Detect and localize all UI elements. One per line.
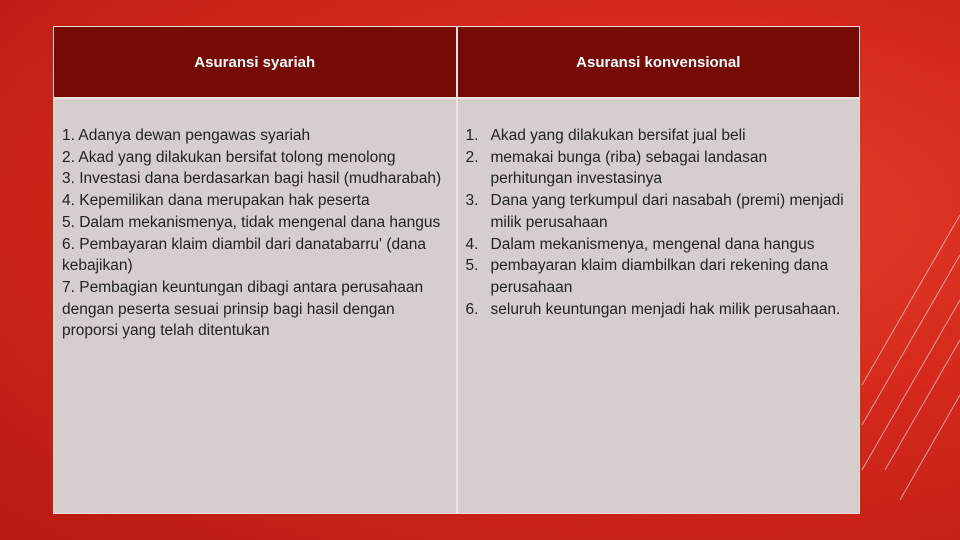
konvensional-item-text: pembayaran klaim diambilkan dari rekening dana perusahaan bbox=[490, 257, 829, 296]
konvensional-cell bbox=[458, 99, 860, 513]
syariah-item: 2. Akad yang dilakukan bersifat tolong menolong bbox=[62, 148, 396, 166]
konvensional-item bbox=[466, 234, 852, 256]
table-body-row bbox=[54, 99, 859, 513]
syariah-item: 4. Kepemilikan dana merupakan hak peserta bbox=[62, 192, 370, 210]
konvensional-item-text: Akad yang dilakukan bersifat jual beli bbox=[490, 127, 746, 144]
comparison-table bbox=[53, 26, 860, 514]
syariah-cell bbox=[54, 99, 458, 513]
header-syariah: Asuransi syariah bbox=[54, 27, 458, 97]
konvensional-item bbox=[466, 299, 852, 321]
syariah-item: 5. Dalam mekanismenya, tidak mengenal dana hangus bbox=[62, 213, 441, 231]
konvensional-item-text: memakai bunga (riba) sebagai landasan perhitungan investasinya bbox=[490, 148, 768, 188]
syariah-item: 3. Investasi dana berdasarkan bagi hasil (mudharabah) bbox=[62, 170, 442, 188]
konvensional-item-number: 2. bbox=[465, 148, 479, 166]
header-konvensional: Asuransi konvensional bbox=[576, 53, 741, 71]
konvensional-item-text: Dalam mekanismenya, mengenal dana hangus bbox=[490, 235, 815, 253]
konvensional-item bbox=[466, 190, 852, 233]
konvensional-item-number: 5. bbox=[465, 257, 479, 275]
konvensional-list bbox=[466, 125, 852, 320]
syariah-item: 6. Pembayaran klaim diambil dari danatabarru' (dana kebajikan) bbox=[62, 235, 426, 275]
konvensional-item bbox=[466, 255, 852, 298]
konvensional-item-text: seluruh keuntungan menjadi hak milik perusahaan. bbox=[490, 300, 841, 318]
syariah-item: 7. Pembagian keuntungan dibagi antara perusahaan dengan peserta sesuai prinsip bagi hasil dengan proporsi yang telah ditentukan bbox=[62, 278, 424, 340]
konvensional-item bbox=[466, 147, 852, 190]
konvensional-item-number: 4. bbox=[465, 235, 479, 253]
konvensional-item-number: 3. bbox=[465, 192, 479, 210]
konvensional-item-text: Dana yang terkumpul dari nasabah (premi) menjadi milik perusahaan bbox=[490, 192, 844, 231]
syariah-item: 1. Adanya dewan pengawas syariah bbox=[62, 127, 311, 144]
table-header-row bbox=[54, 27, 859, 99]
konvensional-item-number: 1. bbox=[465, 127, 479, 144]
konvensional-item-number: 6. bbox=[465, 300, 479, 318]
konvensional-item bbox=[466, 125, 852, 147]
